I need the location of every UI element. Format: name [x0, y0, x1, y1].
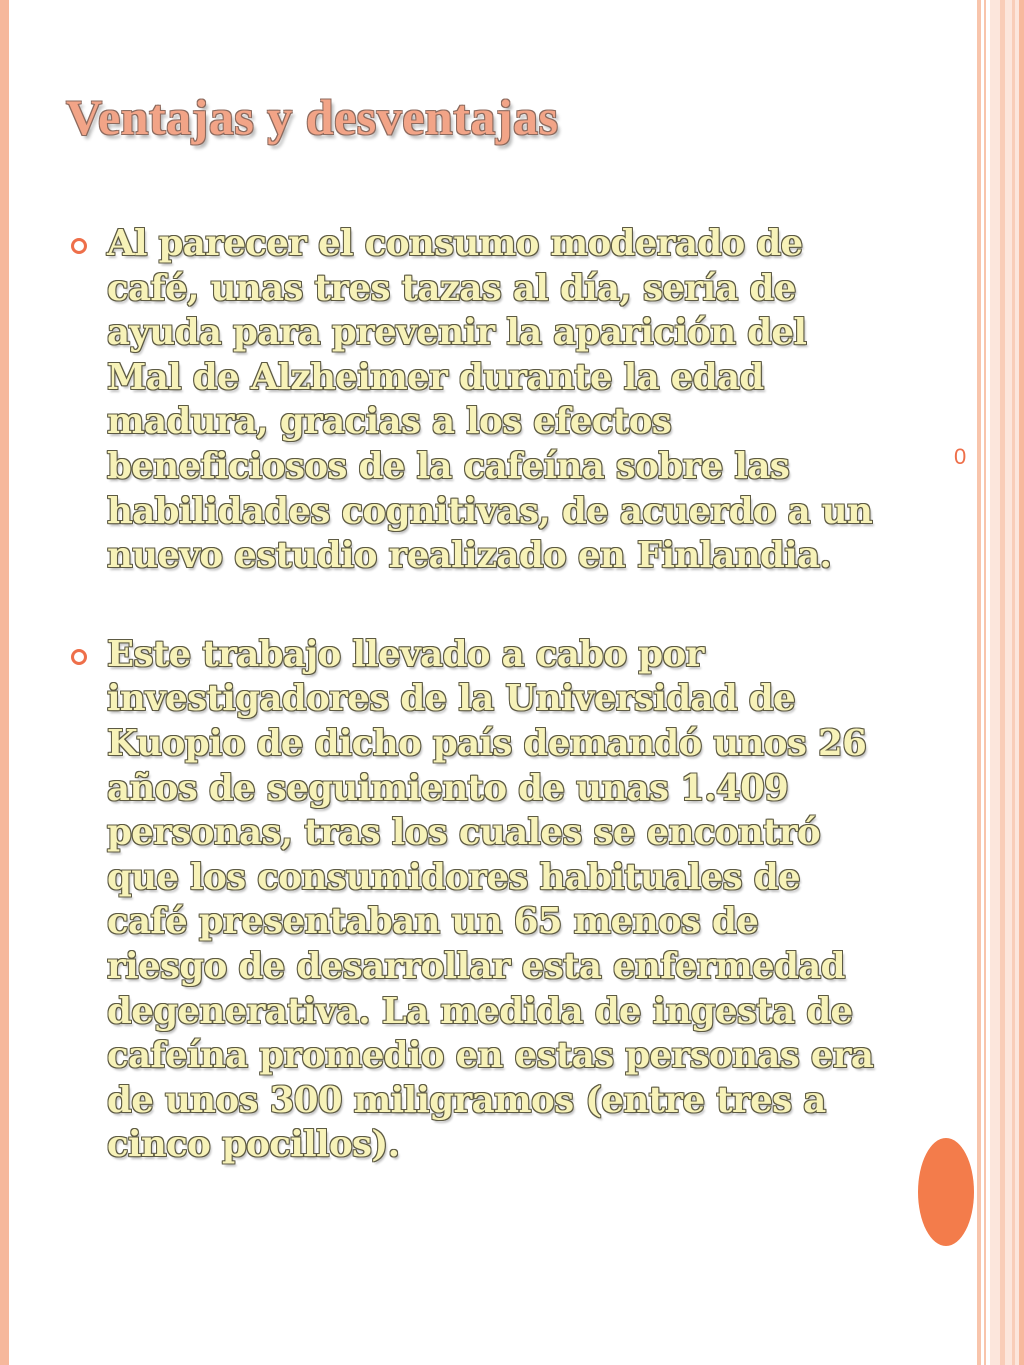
- right-decorative-stripe: [1000, 0, 1005, 1365]
- orange-oval-decoration: [918, 1138, 974, 1246]
- right-decorative-stripe: [1019, 0, 1024, 1365]
- bullet-text: Al parecer el consumo moderado de café, unas tres tazas al día, sería de ayuda para prevenir la aparición del Mal de Alzheimer durante la edad madura, gracias a los efectos beneficiosos de la cafeína sobre las habilidades cognitivas, de acuerdo a un nuevo estudio realizado en Finlandia.: [107, 223, 873, 577]
- right-decorative-stripe: [977, 0, 981, 1365]
- right-decorative-stripe: [1012, 0, 1015, 1365]
- bullet-item-1: [66, 222, 886, 579]
- bullet-text: Este trabajo llevado a cabo por investigadores de la Universidad de Kuopio de dicho país demandó unos 26 años de seguimiento de unas 1.409 personas, tras los cuales se encontró que los consumidores habituales de café presentaban un 65 menos de riesgo de desarrollar esta enfermedad degenerativa. La medida de ingesta de cafeína promedio en estas personas era de unos 300 miligramos (entre tres a cinco pocillos).: [107, 633, 874, 1166]
- slide-title: Ventajas y desventajas: [66, 89, 559, 145]
- slide-number: 0: [954, 444, 967, 469]
- right-decorative-stripe: [984, 0, 986, 1365]
- hollow-circle-bullet-icon: [71, 238, 87, 254]
- hollow-circle-bullet-icon: [71, 649, 87, 665]
- bullet-list: [66, 222, 886, 1168]
- bullet-item-2: [66, 633, 886, 1168]
